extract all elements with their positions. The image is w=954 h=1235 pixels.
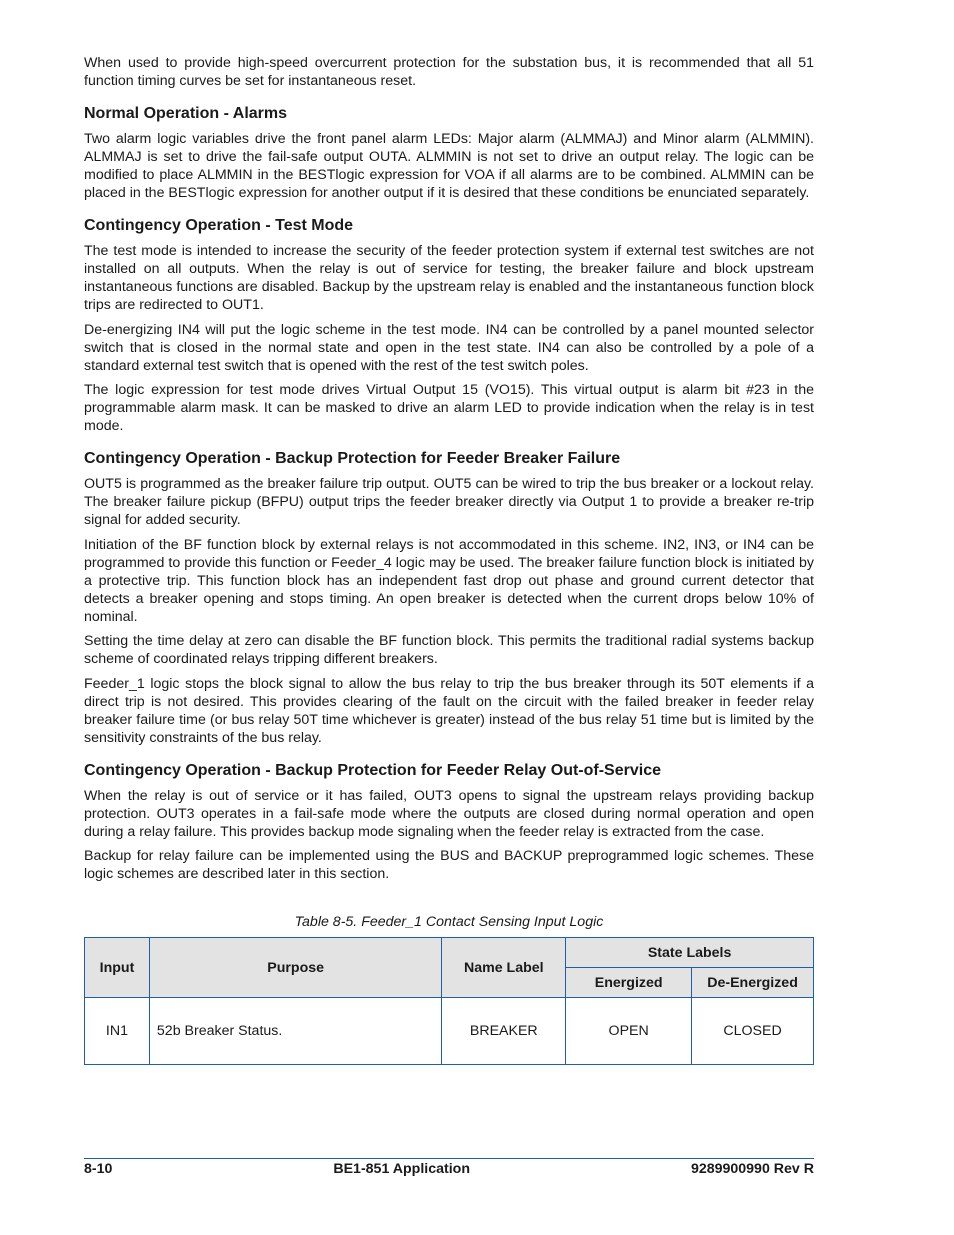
footer-page-number: 8-10 — [84, 1161, 113, 1177]
breaker-failure-paragraph-4: Feeder_1 logic stops the block signal to allow the bus relay to trip the bus breaker through its 50T elements if a direct trip is not desired. This provides clearing of the fault on the circuit with the failed breaker in feeder relay breaker failure time (or bus relay 50T time whichever is greater) instead of the bus relay 51 time but is limited by the sensitivity constraints of the bus relay. — [84, 675, 814, 746]
cell-de-energized: CLOSED — [692, 998, 814, 1065]
header-input: Input — [85, 938, 150, 998]
header-energized: Energized — [566, 968, 692, 998]
section-heading-test-mode: Contingency Operation - Test Mode — [84, 217, 354, 234]
test-mode-paragraph-2: De-energizing IN4 will put the logic scheme in the test mode. IN4 can be controlled by a panel mounted selector switch that is closed in the normal state and open in the test state. IN4 can also be controlled by a pole of a standard external test switch that is opened with the rest of the test switch poles. — [84, 321, 814, 374]
footer-title: BE1-851 Application — [333, 1161, 470, 1177]
section-heading-alarms: Normal Operation - Alarms — [84, 105, 288, 122]
header-de-energized: De-Energized — [692, 968, 814, 998]
header-purpose: Purpose — [149, 938, 441, 998]
contact-sensing-table — [84, 937, 814, 1065]
cell-input: IN1 — [85, 998, 150, 1065]
breaker-failure-paragraph-3: Setting the time delay at zero can disable the BF function block. This permits the traditional radial systems backup scheme of coordinated relays tripping different breakers. — [84, 633, 814, 667]
intro-paragraph: When used to provide high-speed overcurrent protection for the substation bus, it is recommended that all 51 function timing curves be set for instantaneous reset. — [84, 55, 814, 89]
header-name-label: Name Label — [442, 938, 566, 998]
breaker-failure-paragraph-2: Initiation of the BF function block by external relays is not accommodated in this scheme. IN2, IN3, or IN4 can be programmed to provide this function or Feeder_4 logic may be used. The breaker failure function block is initiated by a protective trip. This function block has an independent fast drop out phase and ground current detector that detects a breaker opening and stops timing. An open breaker is detected when the current drops below 10% of nominal. — [84, 536, 814, 625]
cell-name-label: BREAKER — [442, 998, 566, 1065]
alarms-paragraph-1: Two alarm logic variables drive the front panel alarm LEDs: Major alarm (ALMMAJ) and Minor alarm (ALMMIN). ALMMAJ is set to drive the fail-safe output OUTA. ALMMIN is not set to drive an output relay. The logic can be modified to place ALMMIN in the BESTlogic expression for VOA if all alarms are to be combined. ALMMIN can be placed in the BESTlogic expression for another output if it is desired that these conditions be enunciated separately. — [84, 131, 814, 201]
page-content — [84, 54, 814, 1065]
test-mode-paragraph-3: The logic expression for test mode drives Virtual Output 15 (VO15). This virtual output is alarm bit #23 in the programmable alarm mask. It can be masked to drive an alarm LED to provide indication when the relay is in test mode. — [84, 382, 814, 434]
section-heading-relay-out-of-service: Contingency Operation - Backup Protection for Feeder Relay Out-of-Service — [84, 761, 661, 779]
page-footer — [84, 1158, 814, 1177]
cell-energized: OPEN — [566, 998, 692, 1065]
relay-out-of-service-paragraph-2: Backup for relay failure can be implemented using the BUS and BACKUP preprogrammed logic schemes. These logic schemes are described later in this section. — [84, 848, 814, 882]
header-state-labels: State Labels — [566, 938, 814, 968]
table-row — [85, 998, 814, 1065]
breaker-failure-paragraph-1: OUT5 is programmed as the breaker failure trip output. OUT5 can be wired to trip the bus breaker or a lockout relay. The breaker failure pickup (BFPU) output trips the feeder breaker directly via Output 1 to provide a breaker re-trip signal for added security. — [84, 476, 814, 528]
table-caption: Table 8-5. Feeder_1 Contact Sensing Input Logic — [294, 914, 604, 930]
section-heading-breaker-failure: Contingency Operation - Backup Protection for Feeder Breaker Failure — [84, 450, 621, 467]
test-mode-paragraph-1: The test mode is intended to increase the security of the feeder protection system if external test switches are not installed on all outputs. When the relay is out of service for testing, the breaker failure and block upstream instantaneous functions are disabled. Backup by the upstream relay is enabled and the instantaneous function block trips are redirected to OUT1. — [84, 243, 814, 313]
relay-out-of-service-paragraph-1: When the relay is out of service or it has failed, OUT3 opens to signal the upstream relays providing backup protection. OUT3 operates in a fail-safe mode where the outputs are closed during normal operation and open during a relay failure. This provides backup mode signaling when the feeder relay is extracted from the case. — [84, 787, 814, 840]
footer-doc-number: 9289900990 Rev R — [690, 1161, 814, 1177]
cell-purpose: 52b Breaker Status. — [149, 998, 441, 1065]
